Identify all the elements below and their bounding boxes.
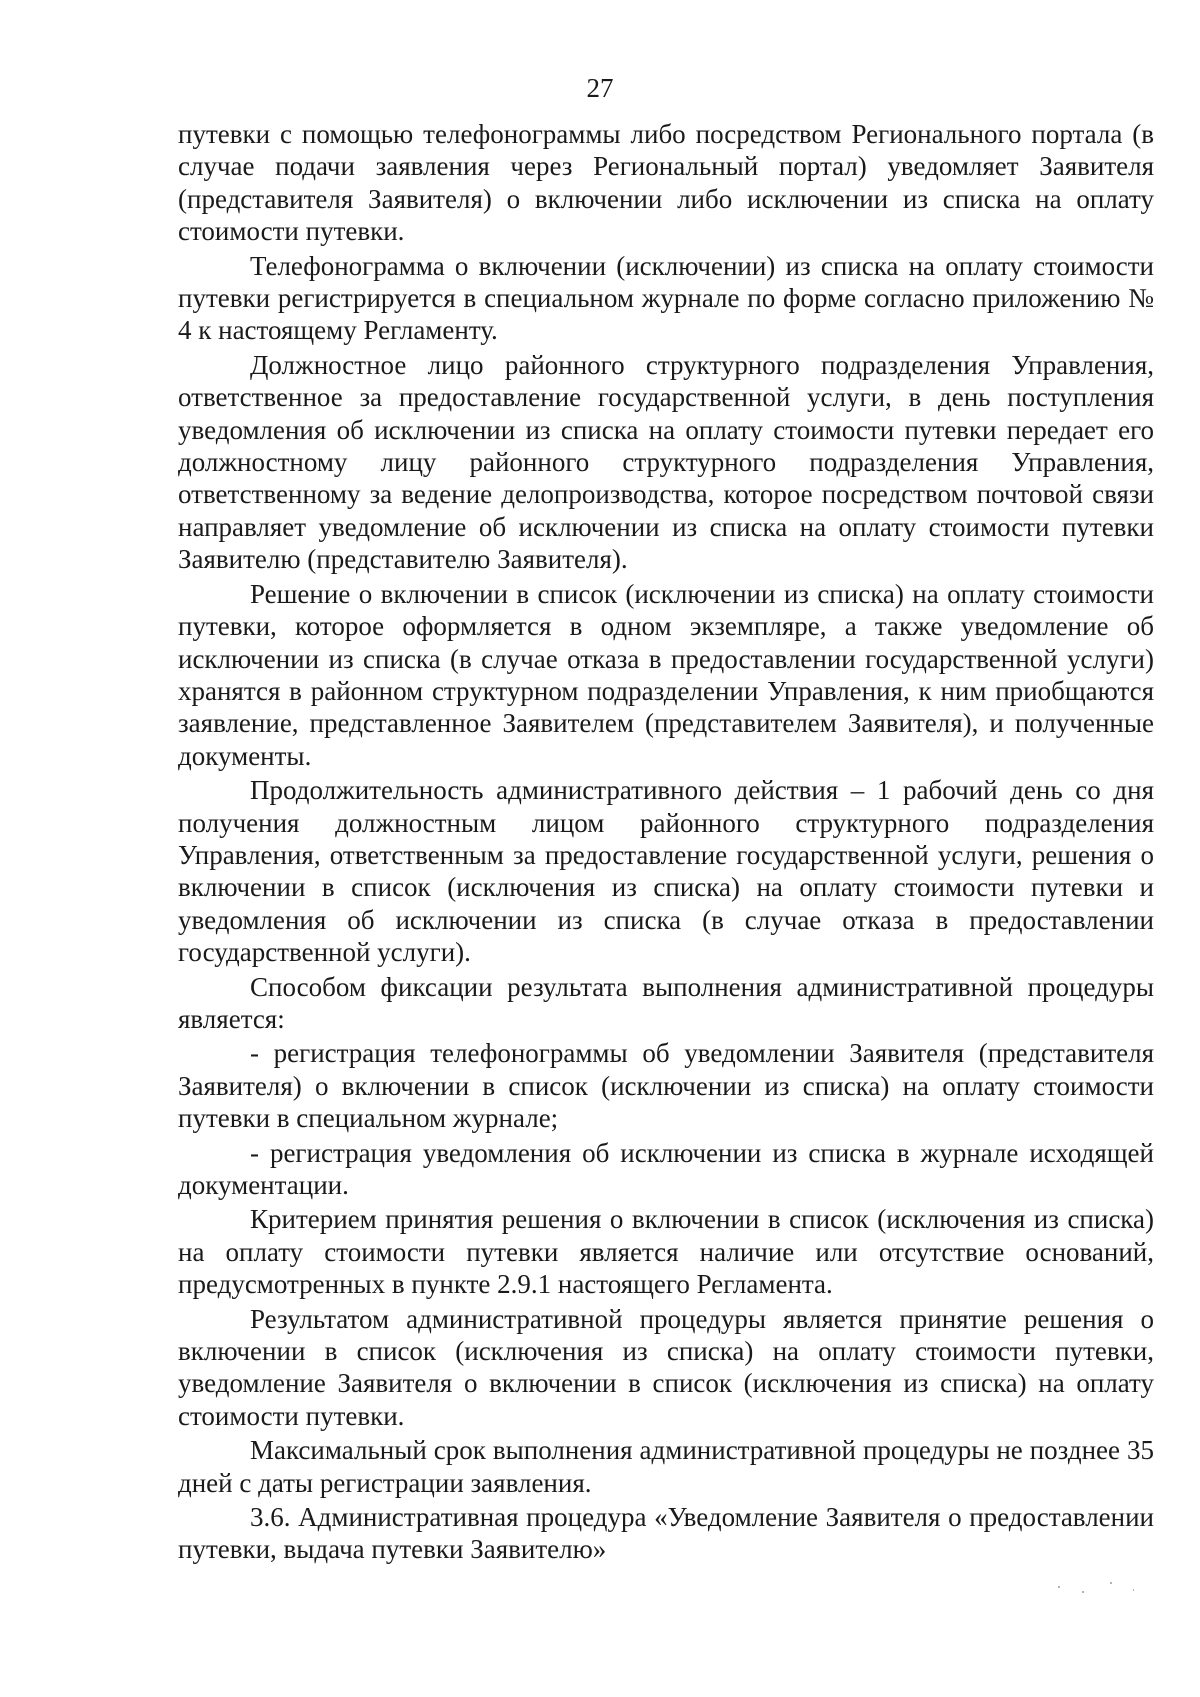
paragraph-fixation-method: Способом фиксации результата выполнения административной процедуры является:	[178, 971, 1154, 1034]
paragraph-official-notification: Должностное лицо районного структурного подразделения Управления, ответственное за предоставление государственной услуги, в день поступления уведомления об исключении из списка на оплату стоимости путевки передает его должностному лицу районного структурного подразделения Управления, ответственному за ведение делопроизводства, которое посредством почтовой связи направляет уведомление об исключении из списка на оплату стоимости путевки Заявителю (представителю Заявителя).	[178, 349, 1154, 575]
section-heading-3-6: 3.6. Административная процедура «Уведомление Заявителя о предоставлении путевки, выдача путевки Заявителю»	[178, 1502, 1154, 1565]
paragraph-procedure-result: Результатом административной процедуры является принятие решения о включении в список (исключения из списка) на оплату стоимости путевки, уведомление Заявителя о включении в список (исключения из списка) на оплату стоимости путевки.	[178, 1303, 1154, 1431]
paragraph-decision-storage: Решение о включении в список (исключении из списка) на оплату стоимости путевки, которое оформляется в одном экземпляре, а также уведомление об исключении из списка (в случае отказа в предоставлении государственной услуги) хранятся в районном структурном подразделении Управления, к ним приобщаются заявление, представленное Заявителем (представителем Заявителя), и полученные документы.	[178, 578, 1154, 771]
list-item-notification-registration: - регистрация уведомления об исключении из списка в журнале исходящей документации.	[178, 1137, 1154, 1200]
paragraph-max-term: Максимальный срок выполнения административной процедуры не позднее 35 дней с даты регистрации заявления.	[178, 1435, 1154, 1498]
paragraph-continuation: путевки с помощью телефонограммы либо посредством Регионального портала (в случае подачи заявления через Региональный портал) уведомляет Заявителя (представителя Заявителя) о включении либо исключении из списка на оплату стоимости путевки.	[178, 119, 1154, 247]
paragraph-telephonogram-registration: Телефонограмма о включении (исключении) из списка на оплату стоимости путевки регистрируется в специальном журнале по форме согласно приложению № 4 к настоящему Регламенту.	[178, 250, 1154, 346]
scan-speck	[1058, 1586, 1060, 1588]
list-item-telephonogram-registration: - регистрация телефонограммы об уведомлении Заявителя (представителя Заявителя) о включении в список (исключении из списка) на оплату стоимости путевки в специальном журнале;	[178, 1038, 1154, 1134]
scan-speck	[1133, 1589, 1134, 1591]
page-number: 27	[586, 73, 614, 103]
scan-speck	[1110, 1582, 1112, 1584]
document-body	[178, 118, 1154, 1566]
paragraph-decision-criterion: Критерием принятия решения о включении в список (исключения из списка) на оплату стоимости путевки является наличие или отсутствие оснований, предусмотренных в пункте 2.9.1 настоящего Регламента.	[178, 1204, 1154, 1300]
scan-speck	[1082, 1591, 1084, 1593]
paragraph-action-duration: Продолжительность административного действия – 1 рабочий день со дня получения должностным лицом районного структурного подразделения Управления, ответственным за предоставление государственной услуги, решения о включении в список (исключения из списка) на оплату стоимости путевки и уведомления об исключении из списка (в случае отказа в предоставлении государственной услуги).	[178, 775, 1154, 968]
